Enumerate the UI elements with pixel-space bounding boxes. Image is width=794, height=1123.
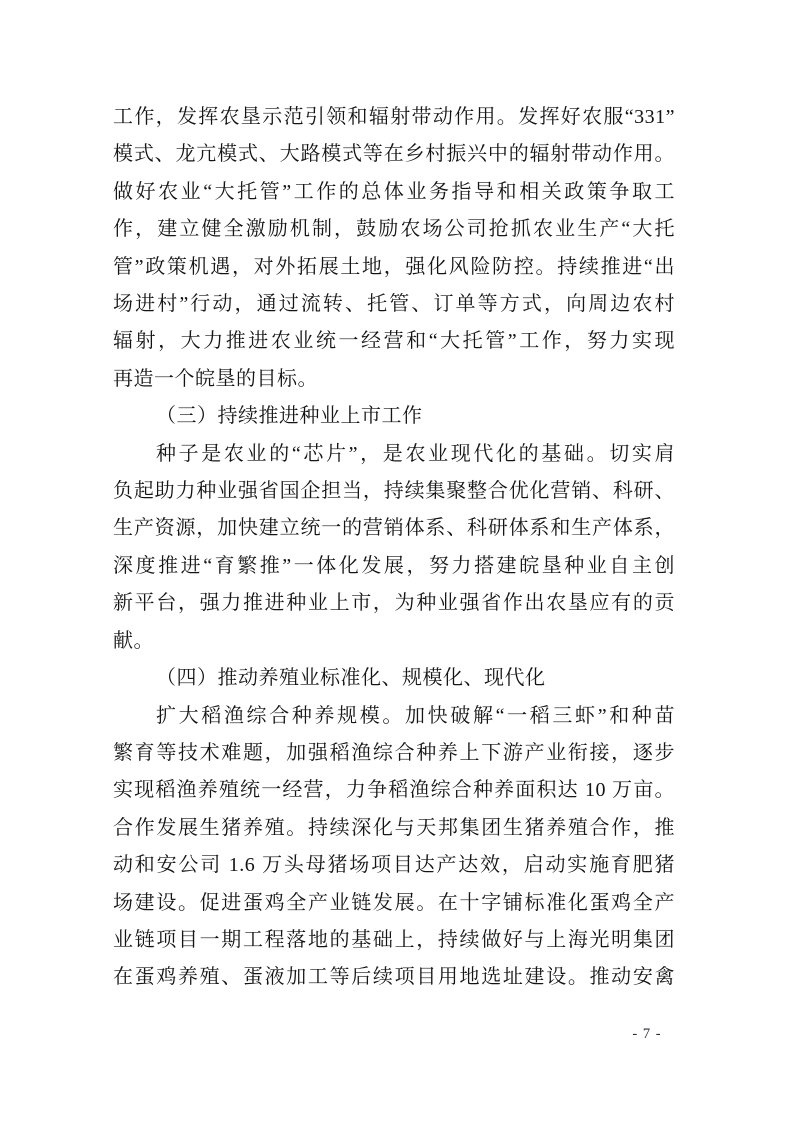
text-line: 合作发展生猪养殖。持续深化与天邦集团生猪养殖合作，推: [113, 816, 675, 839]
text-block: [113, 99, 675, 997]
text-line: 模式、龙亢模式、大路模式等在乡村振兴中的辐射带动作用。: [113, 143, 675, 166]
page-number: - 7 -: [632, 1026, 662, 1042]
text-line: 献。: [113, 629, 154, 652]
text-line: 种子是农业的“芯片”，是农业现代化的基础。切实肩: [156, 442, 675, 465]
text-line: 作，建立健全激励机制，鼓励农场公司抢抓农业生产“大托: [113, 218, 675, 241]
section-heading: （四）推动养殖业标准化、规模化、现代化: [156, 667, 546, 690]
text-line: 繁育等技术难题，加强稻渔综合种养上下游产业衔接，逐步: [113, 741, 675, 764]
text-line: 辐射，大力推进农业统一经营和“大托管”工作，努力实现: [113, 330, 675, 353]
text-line: 工作，发挥农垦示范引领和辐射带动作用。发挥好农服“331”: [113, 106, 675, 128]
text-line: 在蛋鸡养殖、蛋液加工等后续项目用地选址建设。推动安禽: [113, 966, 675, 989]
text-line: 生产资源，加快建立统一的营销体系、科研体系和生产体系，: [113, 517, 675, 540]
text-line: 动和安公司 1.6 万头母猪场项目达产达效，启动实施育肥猪: [113, 854, 675, 877]
text-line: 扩大稻渔综合种养规模。加快破解“一稻三虾”和种苗: [156, 704, 675, 727]
text-line: 实现稻渔养殖统一经营，力争稻渔综合种养面积达 10 万亩。: [113, 779, 675, 802]
text-line: 负起助力种业强省国企担当，持续集聚整合优化营销、科研、: [113, 480, 675, 503]
text-line: 再造一个皖垦的目标。: [113, 367, 318, 390]
text-line: 管”政策机遇，对外拓展土地，强化风险防控。持续推进“出: [113, 255, 675, 278]
text-line: 深度推进“育繁推”一体化发展，努力搭建皖垦种业自主创: [113, 554, 675, 577]
section-heading: （三）持续推进种业上市工作: [156, 405, 423, 428]
text-line: 做好农业“大托管”工作的总体业务指导和相关政策争取工: [113, 180, 675, 203]
text-line: 业链项目一期工程落地的基础上，持续做好与上海光明集团: [113, 928, 675, 951]
text-line: 场进村”行动，通过流转、托管、订单等方式，向周边农村: [113, 293, 675, 316]
text-line: 新平台，强力推进种业上市，为种业强省作出农垦应有的贡: [113, 592, 675, 615]
text-line: 场建设。促进蛋鸡全产业链发展。在十字铺标准化蛋鸡全产: [113, 891, 675, 914]
